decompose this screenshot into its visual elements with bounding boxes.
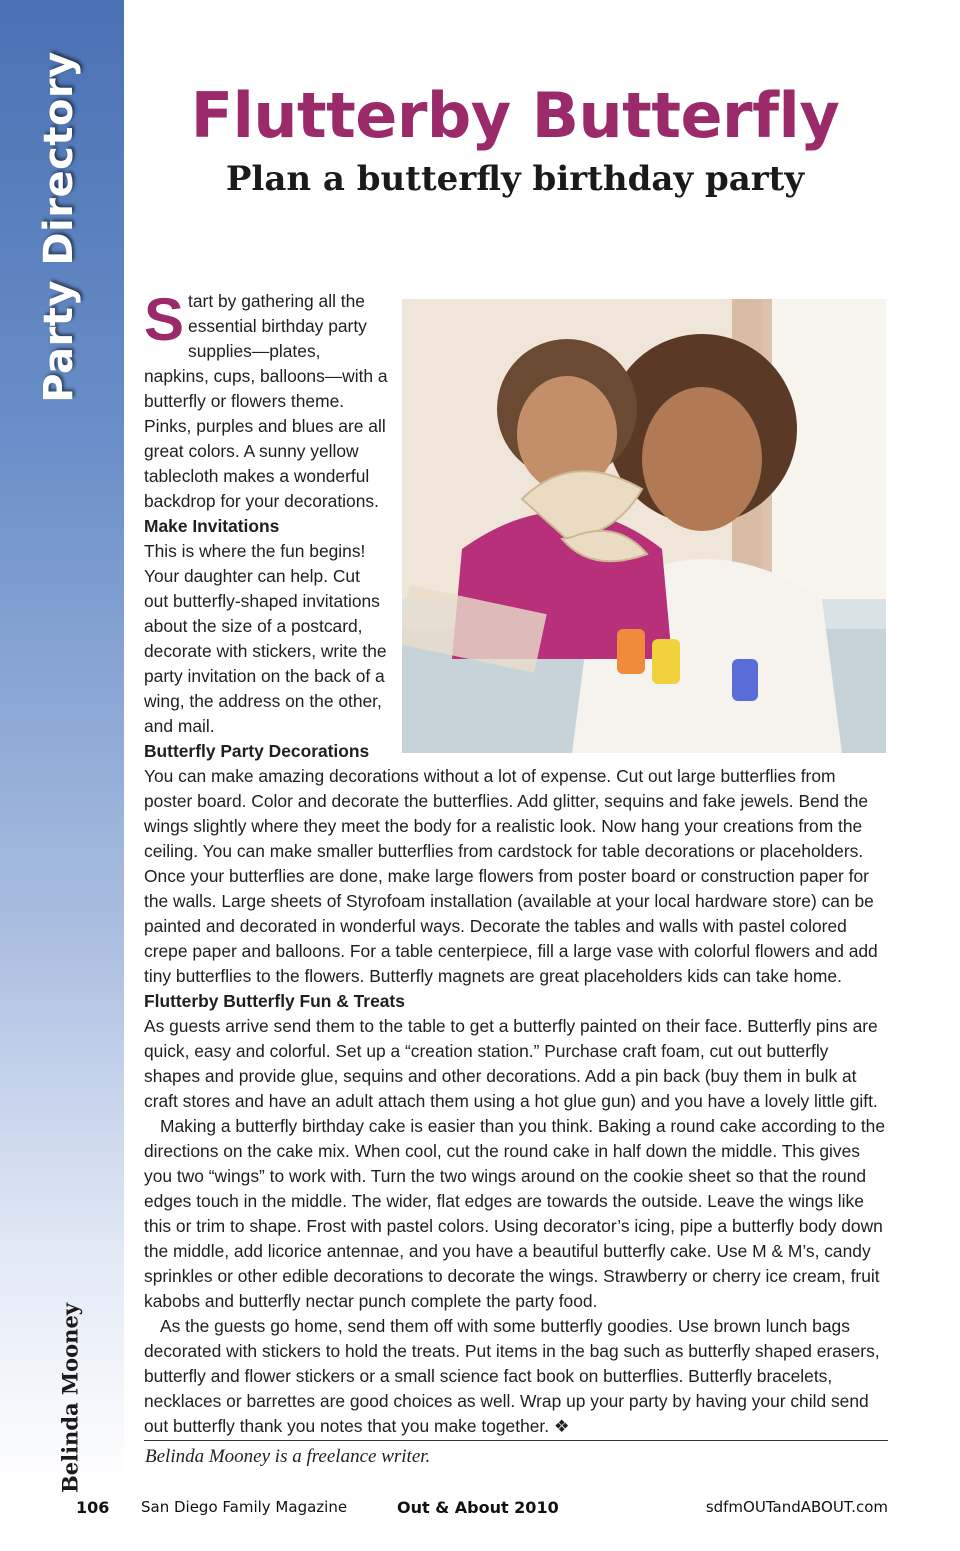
paragraph-treats-2: Making a butterfly birthday cake is easier than you think. Baking a round cake according to the directions on the cake mix. When cool, cut the round cake in half down the middle. This gives you two “wings” to work with. Turn the two wings around on the cookie sheet so that the round edges touch in the middle. The wider, flat edges are towards the outside. Leave the wings like this or trim to shape. Frost with pastel colors. Using decorator’s icing, pipe a butterfly body down the middle, add licorice antennae, and you have a beautiful butterfly cake. Use M & M’s, candy sprinkles or other edible decorations to decorate the wings. Strawberry or cherry ice cream, fruit kabobs and butterfly nectar punch complete the party food. (144, 1116, 886, 1311)
article-photo (402, 299, 886, 753)
paragraph-decorations: You can make amazing decorations without a lot of expense. Cut out large butterflies from poster board. Color and decorate the butterflies. Add glitter, sequins and fake jewels. Bend the wings slightly where they meet the body for a realistic look. Now hang your creations from the ceiling. You can make smaller butterflies from cardstock for table decorations or placeholders. Once your butterflies are done, make large flowers from poster board or construction paper for the walls. Large sheets of Styrofoam installation (available at your local hardware store) can be painted and decorated in wonderful ways. Decorate the tables and walls with pastel colored crepe paper and balloons. For a table centerpiece, fill a large vase with colorful flowers and add tiny butterflies to the flowers. Butterfly magnets are great placeholders kids can take home. (144, 766, 878, 986)
sidebar-band (0, 0, 124, 1493)
intro-text: tart by gathering all the essential birthday party supplies—plates, napkins, cups, balloons—with a butterfly or flowers theme. Pinks, purples and blues are all great colors. A sunny yellow tablecloth makes a wonderful backdrop for your decorations. (144, 291, 388, 511)
paragraph-invitations: This is where the fun begins! Your daughter can help. Cut out butterfly-shaped invitations about the size of a postcard, decorate with stickers, write the party invitation on the back of a wing, the address on the other, and mail. (144, 541, 387, 736)
article-title: Flutterby Butterfly (190, 79, 840, 152)
author-byline-text: Belinda Mooney (57, 1302, 83, 1493)
section-label-text: Party Directory (36, 51, 82, 403)
section-heading-invitations: Make Invitations (144, 516, 280, 536)
page-number: 106 (76, 1498, 110, 1517)
article-subtitle: Plan a butterfly birthday party (225, 159, 805, 199)
issue-name: Out & About 2010 (397, 1498, 559, 1517)
author-byline (40, 1302, 100, 1493)
author-bio: Belinda Mooney is a freelance writer. (145, 1446, 431, 1467)
section-heading-decorations: Butterfly Party Decorations (144, 741, 370, 761)
photo-illustration (402, 299, 886, 753)
drop-cap: S (144, 286, 185, 353)
paragraph-treats-1: As guests arrive send them to the table to get a butterfly painted on their face. Butterfly pins are quick, easy and colorful. Set up a “creation station.” Purchase craft foam, cut out butterfly shapes and provide glue, sequins and other decorations. Add a pin back (buy them in bulk at craft stores and have an adult attach them using a hot glue gun) and you have a lovely little gift. (144, 1016, 878, 1111)
website-url: sdfmOUTandABOUT.com (705, 1498, 888, 1516)
article-body (144, 286, 888, 1439)
section-label (4, 42, 114, 412)
bio-divider (144, 1440, 888, 1441)
section-heading-treats: Flutterby Butterfly Fun & Treats (144, 991, 405, 1011)
paragraph-treats-3: As the guests go home, send them off with some butterfly goodies. Use brown lunch bags decorated with stickers to hold the treats. Put items in the bag such as butterfly shaped erasers, butterfly and flower stickers or a small science fact book on butterflies. Butterfly bracelets, necklaces or barrettes are good choices as well. Wrap up your party by having your child send out butterfly thank you notes that you make together. ❖ (144, 1316, 880, 1436)
magazine-name: San Diego Family Magazine (141, 1498, 348, 1516)
